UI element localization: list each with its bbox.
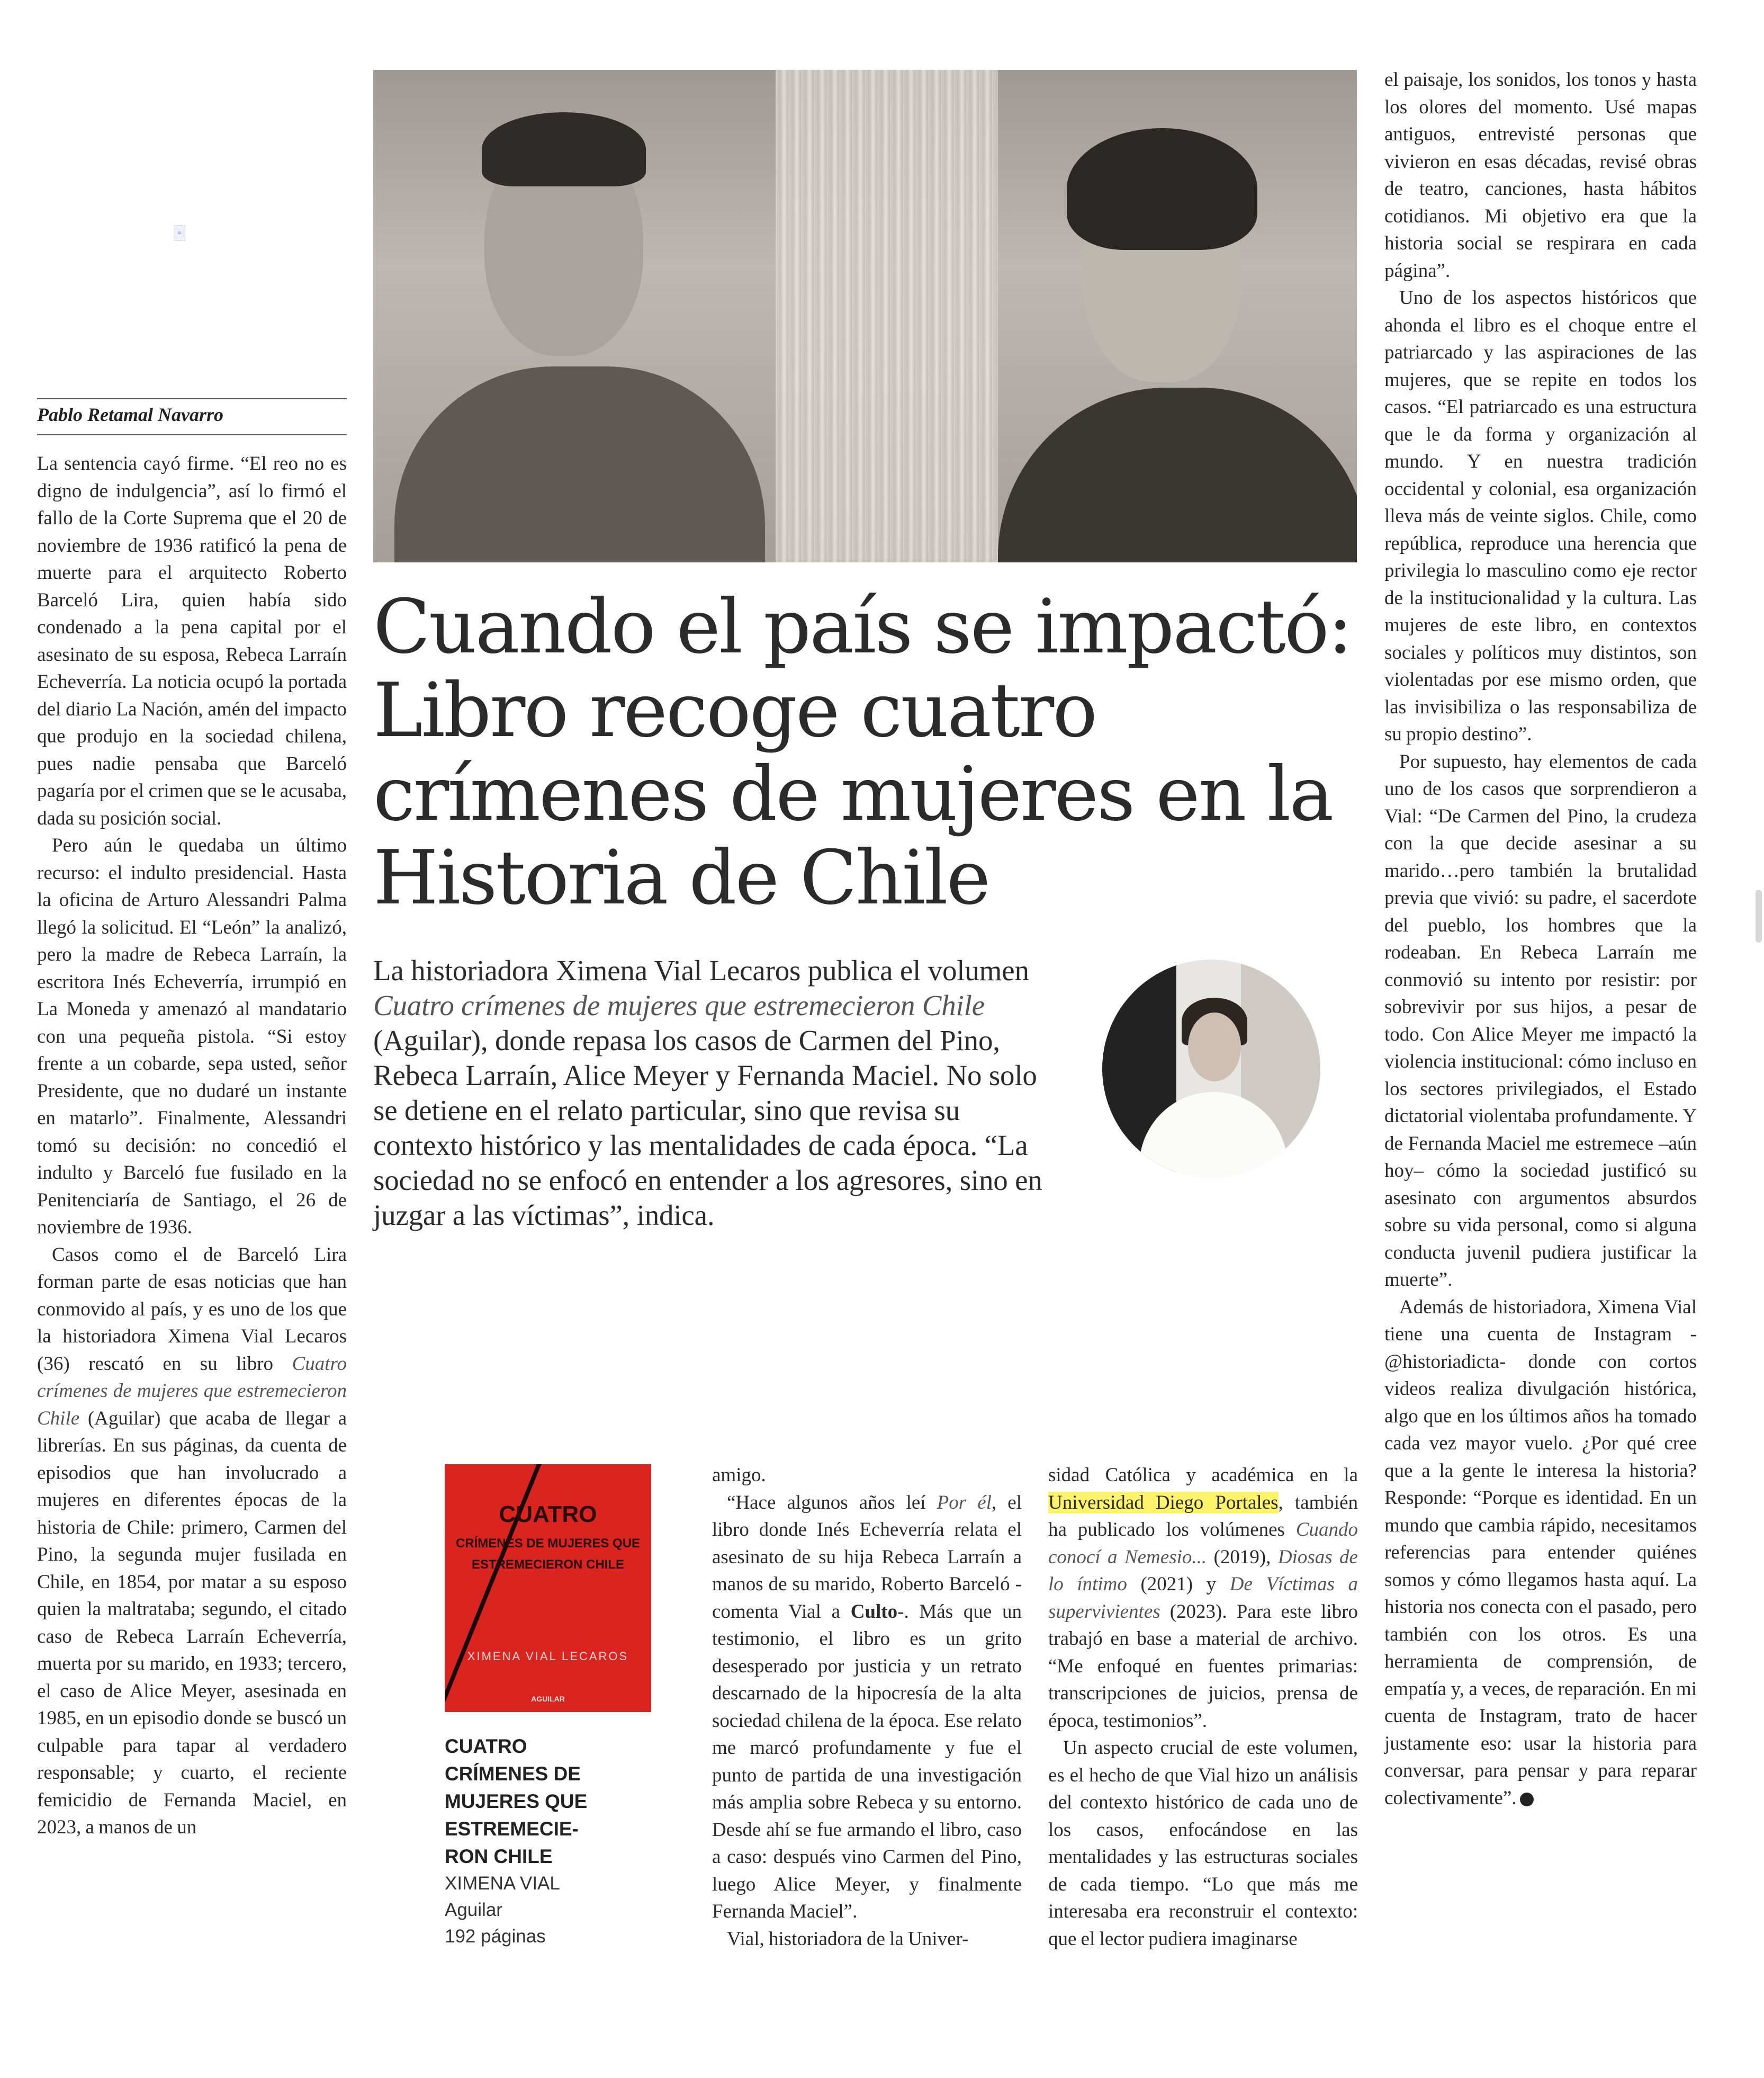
paragraph bbox=[1048, 1462, 1358, 1734]
lead-paragraph bbox=[373, 953, 1046, 1233]
book-cover bbox=[445, 1464, 651, 1712]
paragraph: Uno de los aspectos históricos que ahonda el libro es el choque entre el patriarcado y las aspiraciones de las mujeres, que se repite en todos los casos. “El patriarcado es una estructura que le da forma y organización al mundo. Y en nuestra tradición occidental y colonial, esa organización lleva más de veinte siglos. Chile, como república, reproduce una herencia que privilegia lo masculino como eje rector de la institucionalidad y la cultura. Las mujeres de este libro, en contextos sociales y políticos muy distintos, son violentadas por ese mismo orden, que las invisibiliza o las responsabiliza de su propio destino”. bbox=[1384, 287, 1697, 745]
text-run: Además de historiadora, Ximena Vial tiene una cuenta de Instagram -@historiadicta- donde con cortos videos realiza divulgación histórica, algo que en los últimos años ha tomado cada vez mayor vuelo. ¿Por qué cree que a la gente le interesa la historia? Responde: “Porque es identidad. En un mundo que cambia rápido, necesitamos referencias para entender quiénes somos y cómo llegamos hasta aquí. La historia nos conecta con el pasado, pero también con los otros. Es una herramienta de comprensión, de empatía y, a veces, de reparación. En mi cuenta de Instagram, trato de hacer justamente eso: usar la historia para conversar, para pensar y para reparar colectivamente”. bbox=[1384, 1296, 1697, 1809]
book-info bbox=[445, 1733, 619, 1950]
text-run: , también ha publicado los volúmenes bbox=[1048, 1491, 1358, 1540]
text-run: Casos como el de Barceló Lira forman parte de esas noticias que han conmovido al país, y es uno de los que la historiadora Ximena Vial Lecaros (36) rescató en su libro bbox=[37, 1243, 347, 1375]
text-run: (Aguilar), donde repasa los casos de Carmen del Pino, Rebeca Larraín, Alice Meyer y Fernanda Maciel. No solo se detiene en el relato particular, sino que revisa su contexto histórico y las mentalidades de cada época. “La sociedad no se enfocó en entender a los agresores, sino en juzgar a las víctimas”, indica. bbox=[373, 1024, 1042, 1231]
book-title-italic: Por él bbox=[937, 1491, 992, 1513]
cover-title-big: CUATRO bbox=[499, 1501, 597, 1527]
end-mark-icon bbox=[1520, 1793, 1534, 1806]
paragraph: amigo. bbox=[712, 1464, 766, 1486]
article-column-2 bbox=[712, 1462, 1022, 1952]
paragraph bbox=[712, 1489, 1022, 1925]
book-title-italic: Diosas de lo íntimo bbox=[1048, 1546, 1358, 1595]
photo-man-hair bbox=[482, 112, 646, 186]
article-column-4 bbox=[1384, 66, 1697, 1812]
cover-title-small: CRÍMENES DE MUJERES QUE ESTREMECIERON CHILE bbox=[455, 1536, 641, 1572]
book-info-author: XIMENA VIAL bbox=[445, 1873, 560, 1894]
paragraph: Pero aún le quedaba un último recurso: el indulto presidencial. Hasta la oficina de Arturo Alessandri Palma llegó la solicitud. El “León” la analizó, pero la madre de Rebeca Larraín, la escritora Inés Echeverría, irrumpió en La Moneda y amenazó al mandatario con una pequeña pistola. “Si estoy frente a un cobarde, sepa usted, señor Presidente, que no dudaré un instante en matarlo”. Finalmente, Alessandri tomó su decisión: no concedió el indulto y Barceló fue fusilado en la Penitenciaría de Santiago, el 26 de noviembre de 1936. bbox=[37, 835, 347, 1238]
paragraph bbox=[37, 1241, 347, 1841]
scrollbar[interactable] bbox=[1756, 890, 1762, 943]
headline-line: crímenes de mujeres en la bbox=[373, 751, 1333, 838]
portrait-face bbox=[1188, 1013, 1241, 1081]
photo-woman-hair bbox=[1067, 128, 1257, 250]
text-run: (2023). Para este libro trabajó en base a material de archivo. “Me enfoqué en fuentes primarias: transcripciones de juicios, prensa de época, testimonios”. bbox=[1048, 1600, 1358, 1732]
paragraph: La sentencia cayó firme. “El reo no es digno de indulgencia”, así lo firmó el fallo de la Corte Suprema que el 20 de noviembre de 1936 ratificó la pena de muerte para el arquitecto Roberto Barceló Lira, quien había sido condenado a la pena capital por el asesinato de su esposa, Rebeca Larraín Echeverría. La noticia ocupó la portada del diario La Nación, amén del impacto que produjo en la sociedad chilena, pues nadie pensaba que Barceló pagaría por el crimen que se le acusaba, dada su posición social. bbox=[37, 453, 347, 829]
book-title-italic: Cuando conocí a Nemesio... bbox=[1048, 1519, 1358, 1568]
text-run: (Aguilar) que acaba de llegar a librerías. En sus páginas, da cuenta de episodios que han involucrado a mujeres en diferentes épocas de la historia de Chile: primero, Carmen del Pino, la segunda mujer fusilada en Chile, en 1854, por matar a su esposo quien la maltrataba; segundo, el citado caso de Rebeca Larraín Echeverría, muerta por su marido, en 1933; tercero, el caso de Alice Meyer, asesinada en 1985, en un episodio donde se buscó un culpable para tapar al verdadero responsable; y cuarto, el reciente femicidio de Fernanda Maciel, en 2023, a manos de un bbox=[37, 1407, 347, 1838]
byline-box bbox=[37, 398, 347, 435]
cover-author: XIMENA VIAL LECAROS bbox=[467, 1650, 629, 1663]
author-portrait bbox=[1102, 960, 1320, 1178]
book-title-italic: De Víctimas a supervivientes bbox=[1048, 1573, 1358, 1623]
byline: Pablo Retamal Navarro bbox=[37, 404, 223, 425]
paragraph: el paisaje, los sonidos, los tonos y hasta los olores del momento. Usé mapas antiguos, entrevisté personas que vivieron en esas décadas, revisé obras de teatro, canciones, hasta hábitos cotidianos. Mi objetivo era que la historia social se respirara en cada página”. bbox=[1384, 69, 1697, 282]
book-info-title: CUATRO CRÍMENES DE MUJERES QUE ESTREMECIE-RON CHILE bbox=[445, 1735, 588, 1867]
headline bbox=[373, 585, 1358, 920]
highlighted-text[interactable]: Universidad Diego Portales bbox=[1048, 1491, 1279, 1513]
paragraph: Vial, historiadora de la Univer- bbox=[727, 1928, 969, 1950]
headline-line: Cuando el país se impactó: bbox=[373, 584, 1352, 670]
text-run: (2019), bbox=[1207, 1546, 1278, 1568]
photo-curtain bbox=[776, 70, 998, 562]
publication-name: Culto bbox=[850, 1600, 898, 1623]
text-run: sidad Católica y académica en la bbox=[1048, 1464, 1358, 1486]
paragraph: Un aspecto crucial de este volumen, es el hecho de que Vial hizo un análisis del contexto histórico de cada uno de los casos, enfocándose en las mentalidades y las estructuras sociales de cada tiempo. “Lo que más me interesaba era reconstruir el contexto: que el lector pudiera imaginarse bbox=[1048, 1737, 1358, 1950]
text-run: (2021) y bbox=[1127, 1573, 1230, 1595]
photo-woman-body bbox=[998, 388, 1357, 562]
cover-publisher: AGUILAR bbox=[531, 1695, 565, 1703]
text-run: , el libro donde Inés Echeverría relata el asesinato de su hija Rebeca Larraín a manos de su marido, Roberto Barceló -comenta Vial a bbox=[712, 1491, 1022, 1623]
article-column-3 bbox=[1048, 1462, 1358, 1952]
book-info-publisher: Aguilar bbox=[445, 1900, 502, 1920]
photo-man-body bbox=[394, 366, 765, 562]
paragraph: Por supuesto, hay elementos de cada uno de los casos que sorprendieron a Vial: “De Carmen del Pino, la crudeza con la que decide asesinar a su marido…pero también la brutalidad previa que vivió: su padre, el sacerdote del pueblo, los hombres que la rodeaban. En Rebeca Larraín me conmovió su intento por resistir: por sobrevivir por sus hijos, a pesar de todo. Con Alice Meyer me impactó la violencia institucional: cómo incluso en los sectores privilegiados, el Estado dictatorial violentaba profundamente. Y de Fernanda Maciel me estremece –aún hoy– cómo la sociedad justificó su asesinato con argumentos absurdos sobre su vida personal, como si alguna conducta juvenil pudiera justificar la muerte”. bbox=[1384, 750, 1697, 1291]
book-title-italic: Cuatro crímenes de mujeres que estremecieron Chile bbox=[37, 1353, 347, 1429]
text-run: “Hace algunos años leí bbox=[727, 1491, 937, 1513]
book-info-pages: 192 páginas bbox=[445, 1926, 546, 1947]
text-run: -. Más que un testimonio, el libro es un grito desesperado por justicia y un retrato descarnado de la hipocresía de la alta sociedad chilena de la época. Ese relato me marcó profundamente y fue el punto de partida de una investigación más amplia sobre Rebeca y su entorno. Desde ahí se fue armando el libro, caso a caso: después vino Carmen del Pino, luego Alice Meyer, y finalmente Fernanda Maciel”. bbox=[712, 1600, 1022, 1922]
article-column-1 bbox=[37, 450, 347, 1841]
headline-line: Historia de Chile bbox=[373, 835, 989, 921]
book-title-italic: Cuatro crímenes de mujeres que estremecieron Chile bbox=[373, 989, 985, 1022]
comment-marker-icon[interactable]: ≡ bbox=[174, 225, 185, 241]
headline-line: Libro recoge cuatro bbox=[373, 667, 1096, 754]
text-run: La historiadora Ximena Vial Lecaros publica el volumen bbox=[373, 954, 1029, 987]
historic-couple-photo bbox=[373, 70, 1357, 562]
paragraph bbox=[1384, 1294, 1697, 1812]
